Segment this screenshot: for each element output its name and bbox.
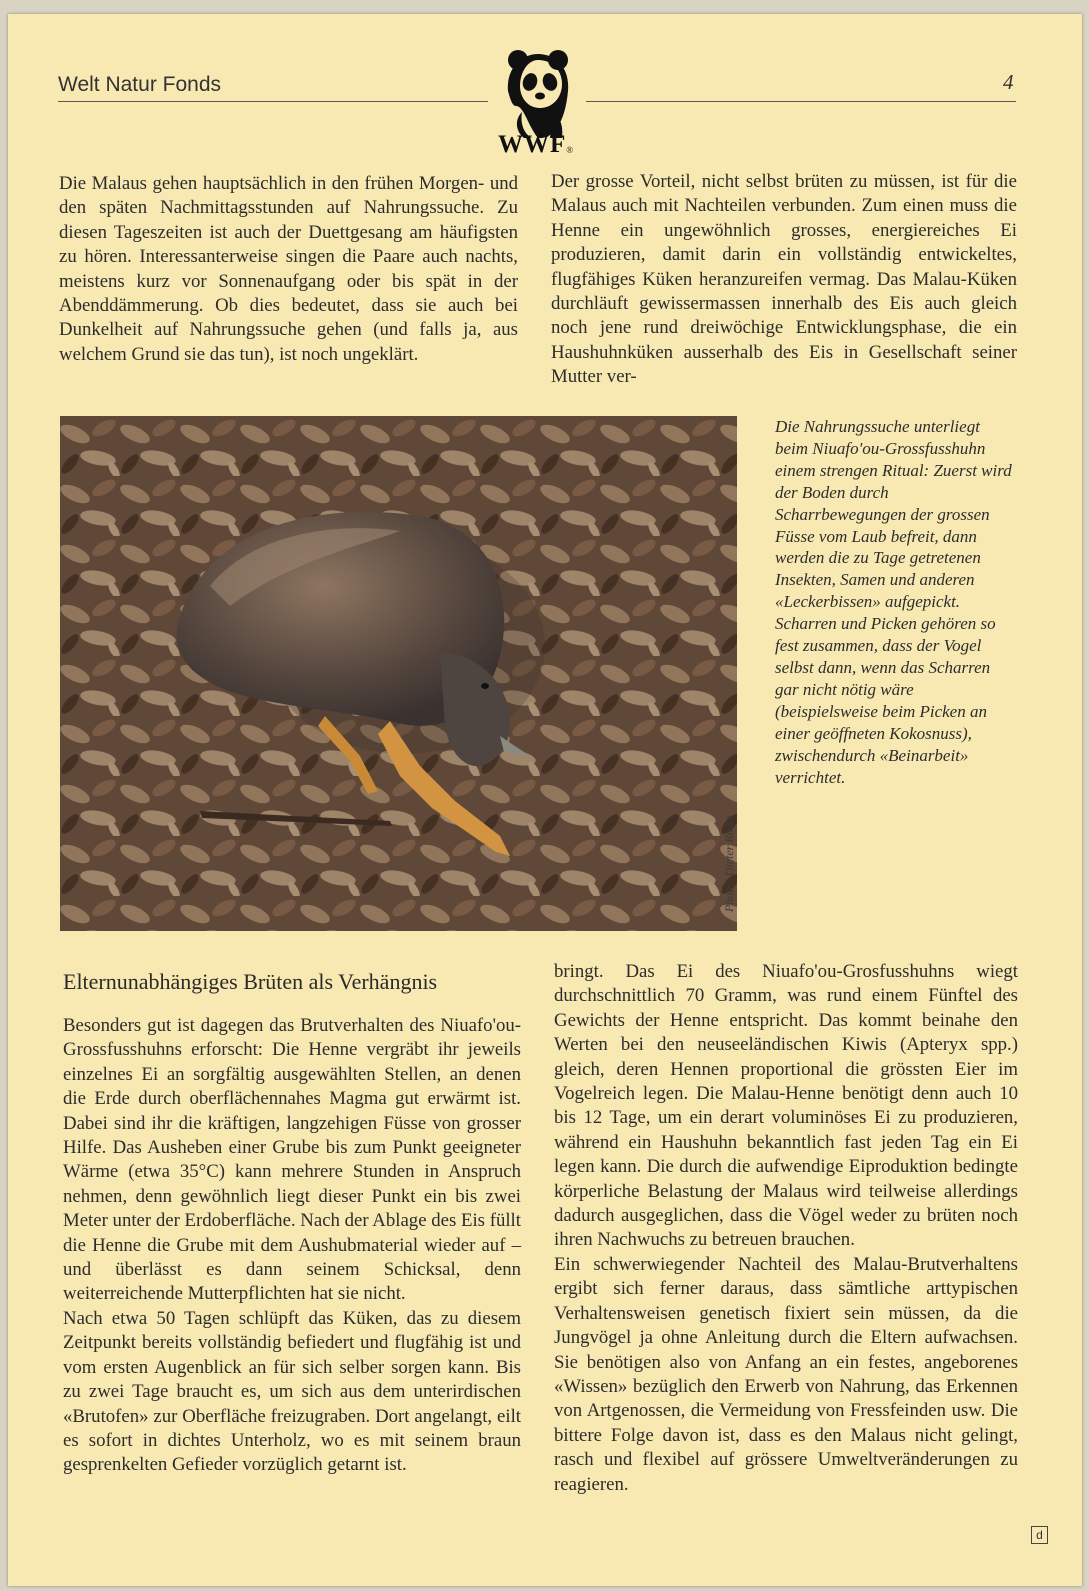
paragraph: Die Malaus gehen hauptsächlich in den frühen Morgen- und den späten Nachmittagsstunden auf Nahrungssuche. Zu diesen Tageszeiten ist auch der Duettgesang am häufigsten zu hören. Interessanterweise singen die Paare auch nachts, meistens kurz vor Sonnenaufgang oder bis spät in der Abenddämmerung. Ob dies bedeutet, dass sie auch bei Dunkelheit auf Nahrungssuche gehen (und falls ja, aus welchem Grund sie das tun), ist noch ungeklärt.	[59, 173, 518, 365]
section-heading: Elternunabhängiges Brüten als Verhängnis	[63, 969, 438, 994]
page-number: 4	[1003, 70, 1014, 94]
photo-credit: Photo: Dieter Rinke	[722, 815, 736, 912]
paragraph: bringt. Das Ei des Niuafo'ou-Grosfusshuhns wiegt durchschnittlich 70 Gramm, was rund einem Fünftel des Gewichts der Henne entspricht. Das kommt beinahe den Werten bei den neuseeländischen Kiwis (Apteryx spp.) gleich, deren Hennen proportional die grössten Eier im Vogelreich legen. Die Malau-Henne benötigt denn auch 10 bis 12 Tage, um ein derart voluminöses Ei zu produzieren, während ein Haushuhn bekanntlich fast jeden Tag ein Ei legen kann. Die durch die aufwendige Eiproduktion bedingte körperliche Belastung der Malaus wird teilweise allerdings dadurch ausgeglichen, dass die Vögel weder zu brüten noch ihren Nachwuchs zu betreuen brauchen.	[554, 961, 1018, 1251]
bottom-left-column	[63, 1014, 521, 1478]
photo-caption: Die Nahrungssuche unterliegt beim Niuafo'ou-Grossfusshuhn einem strengen Ritual: Zuerst wird der Boden durch Scharrbewegungen der grossen Füsse vom Laub befreit, dann werden die zu Tage getretenen Insekten, Samen und anderen «Leckerbissen» aufgepickt. Scharren und Picken gehören so fest zusammen, dass der Vogel selbst dann, wenn das Scharren gar nicht nötig wäre (beispielsweise beim Picken an einer geöffneten Kokosnuss), zwischendurch «Beinarbeit» verrichtet.	[775, 417, 1012, 787]
header-rule-right	[586, 101, 1016, 102]
top-left-column	[59, 172, 518, 367]
top-right-column	[551, 170, 1017, 390]
wwf-wordmark: WWF®	[498, 131, 575, 158]
paragraph: Besonders gut ist dagegen das Brutverhalten des Niuafo'ou-Grossfusshuhns erforscht: Die Henne vergräbt ihr jeweils einzelnes Ei an sorgfältig ausgewählten Stellen, an denen die Erde durch oberflächennahes Magma gut erwärmt ist. Dabei sind ihr die kräftigen, langzehigen Füsse von grosser Hilfe. Das Ausheben einer Grube bis zum Punkt geeigneter Wärme (etwa 35°C) kann mehrere Stunden in Anspruch nehmen, denn gewöhnlich liegt dieser Punkt ein bis zwei Meter unter der Erdoberfläche. Nach der Ablage des Eis füllt die Henne die Grube mit dem Aushubmaterial wieder auf – und überlässt es dann seinem Schicksal, denn weiterreichende Mutterpflichten hat sie nicht.	[63, 1015, 521, 1305]
corner-badge: d	[1031, 1526, 1048, 1544]
bottom-right-column	[554, 960, 1018, 1497]
malau-bird-illustration	[60, 416, 737, 931]
paragraph: Ein schwerwiegender Nachteil des Malau-Brutverhaltens ergibt sich ferner daraus, dass sämtliche arttypischen Verhaltensweisen genetisch fixiert sein müssen, da die Jungvögel ja ohne Anleitung durch die Eltern aufwachsen. Sie benötigen also von Anfang an ein festes, angeborenes «Wissen» bezüglich den Erwerb von Nahrung, das Erkennen von Artgenossen, die Vermeidung von Fressfeinden usw. Die bittere Folge davon ist, dass es den Malaus nicht gelingt, rasch und flexibel auf grössere Umweltveränderungen zu reagieren.	[554, 1253, 1018, 1495]
paragraph: Nach etwa 50 Tagen schlüpft das Küken, das zu diesem Zeitpunkt bereits vollständig befiedert und flugfähig ist und vom ersten Augenblick an für sich selber sorgen kann. Bis zu zwei Tage braucht es, um sich aus dem unterirdischen «Brutofen» zur Oberfläche freizugraben. Dort angelangt, eilt es sofort in dichtes Unterholz, wo es mit seinem braun gesprenkelten Gefieder vorzüglich getarnt ist.	[63, 1307, 521, 1476]
paragraph: Der grosse Vorteil, nicht selbst brüten zu müssen, ist für die Malaus auch mit Nachteilen verbunden. Zum einen muss die Henne ein ungewöhnlich grosses, energiereiches Ei produzieren, damit darin ein vollständig entwickeltes, flugfähiges Küken heranzureifen vermag. Das Malau-Küken durchläuft gewissermassen innerhalb des Eis auch gleich noch jene rund dreiwöchige Entwicklungsphase, die ein Haushuhnküken ausserhalb des Eis in Gesellschaft seiner Mutter ver-	[551, 171, 1017, 388]
document-page	[8, 14, 1082, 1586]
header-rule-left	[58, 101, 488, 102]
bird-photo	[60, 416, 737, 931]
organization-name: Welt Natur Fonds	[58, 73, 222, 96]
